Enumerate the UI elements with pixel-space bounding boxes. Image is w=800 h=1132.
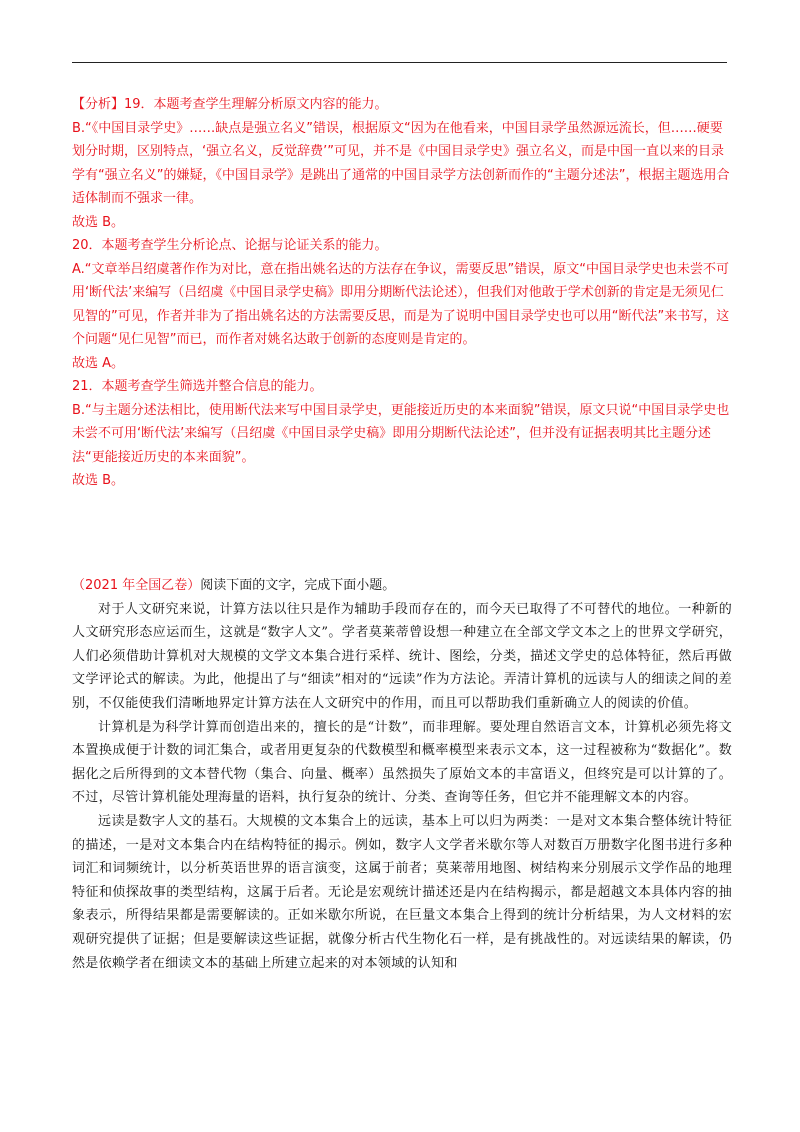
reading-instruction: 阅读下面的文字，完成下面小题。 [200, 578, 396, 593]
q20-body: A.“文章举吕绍虞著作作为对比，意在指出姚名达的方法存在争议，需要反思”错误，原文“中国目录学史也未尝不可用‘断代法’来编写（吕绍虞《中国目录学史稿》即用分期断代法论述），但我们对他敢于学术创新的肯定是无须见仁见智的”可见，作者并非为了指出姚名达的方法需要反思，而是为了说明中国目录学史也可以用“断代法”来书写，这个问题“见仁见智”而已，而作者对姚名达敢于创新的态度则是肯定的。 [72, 261, 730, 347]
passage-paragraph-1: 对于人文研究来说，计算方法以往只是作为辅助手段而存在的，而今天已取得了不可替代的地位。一种新的人文研究形态应运而生，这就是“数字人文”。学者莫莱蒂曾设想一种建立在全部文学文本之上的世界文学研究，人们必须借助计算机对大规模的文学文本集合进行采样、统计、图绘，分类，描述文学史的总体特征，然后再做文学评论式的解读。为此，他提出了与“细读”相对的“远读”作为方法论。弄清计算机的远读与人的细读之间的差别，不仅能使我们清晰地界定计算方法在人文研究中的作用，而且可以帮助我们重新确立人的阅读的价值。 [72, 601, 732, 711]
passage-paragraph-3: 远读是数字人文的基石。大规模的文本集合上的远读，基本上可以归为两类：一是对文本集合整体统计特征的描述，一是对文本集合内在结构特征的揭示。例如，数字人文学者米歇尔等人对数百万册数字化图书进行多种词汇和词频统计，以分析英语世界的语言演变，这属于前者；莫莱蒂用地图、树结构来分别展示文学作品的地理特征和侦探故事的类型结构，这属于后者。无论是宏观统计描述还是内在结构揭示，都是超越文本具体内容的抽象表示，所得结果都是需要解读的。正如米歇尔所说，在巨量文本集合上得到的统计分析结果，为人文材料的宏观研究提供了证据；但是要解读这些证据，就像分析古代生物化石一样，是有挑战性的。对远读结果的解读，仍然是依赖学者在细读文本的基础上所建立起来的对本领域的认知和 [72, 813, 732, 971]
passage-paragraph-2: 计算机是为科学计算而创造出来的，擅长的是“计数”，而非理解。要处理自然语言文本，计算机必须先将文本置换成便于计数的词汇集合，或者用更复杂的代数模型和概率模型来表示文本，这一过程被称为“数据化”。数据化之后所得到的文本替代物（集合、向量、概率）虽然损失了原始文本的丰富语义，但终究是可以计算的了。不过，尽管计算机能处理海量的语料，执行复杂的统计、分类、查询等任务，但它并不能理解文本的内容。 [72, 719, 732, 806]
q19-header: 【分析】19．本题考查学生理解分析原文内容的能力。 [72, 97, 388, 112]
q20-header: 20．本题考查学生分析论点、论据与论证关系的能力。 [72, 238, 388, 253]
q21-body: B.“与主题分述法相比，使用断代法来写中国目录学史，更能接近历史的本来面貌”错误，原文只说“中国目录学史也未尝不可用‘断代法’来编写（吕绍虞《中国目录学史稿》即用分期断代法论述”，但并没有证据表明其比主题分述法“更能接近历史的本来面貌”。 [72, 402, 730, 465]
exam-source: （2021 年全国乙卷） [72, 578, 201, 593]
q21-header: 21．本题考查学生筛选并整合信息的能力。 [72, 379, 323, 394]
q19-answer: 故选 B。 [72, 214, 125, 230]
q20-answer: 故选 A。 [72, 355, 125, 371]
q19-body: B.“《中国目录学史》……缺点是强立名义”错误，根据原文“因为在他看来，中国目录学虽然源远流长，但……硬要划分时期，区别特点，‘强立名义，反觉辞费’”可见，并不是《中国目录学史》强立名义，而是中国一直以来的目录学有“强立名义”的嫌疑，《中国目录学》是跳出了通常的中国目录学方法创新而作的“主题分述法”，根据主题选用合适体制而不强求一律。 [72, 120, 730, 206]
q21-answer: 故选 B。 [72, 473, 125, 488]
reading-passage [72, 574, 732, 975]
reading-intro [72, 574, 732, 598]
header-rule [72, 62, 727, 63]
answer-analysis [72, 93, 732, 493]
